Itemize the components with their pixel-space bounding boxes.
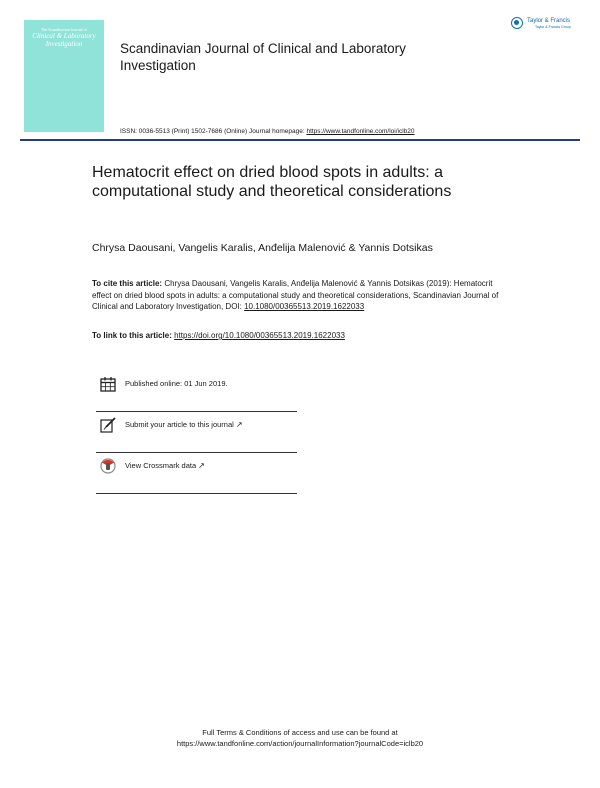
publisher-group: Taylor & Francis Group bbox=[535, 25, 571, 29]
article-title: Hematocrit effect on dried blood spots in adults: a computational study and theoretical considerations bbox=[92, 164, 452, 200]
calendar-icon bbox=[100, 376, 116, 392]
submit-article-row[interactable] bbox=[96, 412, 297, 453]
issn-text: ISSN: 0036-5513 (Print) 1502-7686 (Online) Journal homepage: bbox=[120, 128, 307, 135]
published-online-text: Published online: 01 Jun 2019. bbox=[125, 379, 228, 388]
citation-text: Chrysa Daousani, Vangelis Karalis, Anđelija Malenović & Yannis Dotsikas (2019): Hematocrit effect on dried blood spots in adults: a computational study and theoretical considerations, Scandinavian Journal of Clinical and Laboratory Investigation, DOI: bbox=[92, 279, 499, 311]
footer-terms-text: Full Terms & Conditions of access and use can be found at bbox=[202, 728, 398, 737]
article-link-line bbox=[92, 331, 345, 340]
crossmark-icon bbox=[100, 458, 116, 474]
footer-terms bbox=[0, 727, 600, 749]
publisher-name: Taylor & Francis bbox=[527, 18, 571, 24]
citation-block bbox=[92, 278, 512, 313]
crossmark-row[interactable] bbox=[96, 453, 297, 494]
article-authors: Chrysa Daousani, Vangelis Karalis, Anđelija Malenović & Yannis Dotsikas bbox=[92, 242, 433, 254]
article-link-label: To link to this article: bbox=[92, 331, 175, 340]
journal-cover-thumbnail bbox=[24, 20, 104, 132]
footer-terms-link[interactable]: https://www.tandfonline.com/action/journalInformation?journalCode=iclb20 bbox=[176, 739, 424, 748]
external-link-icon: ↗ bbox=[235, 420, 243, 429]
crossmark-link[interactable]: View Crossmark data ↗ bbox=[125, 461, 205, 470]
submit-article-link[interactable]: Submit your article to this journal ↗ bbox=[125, 420, 243, 429]
published-online-row bbox=[96, 371, 297, 412]
header-divider bbox=[20, 139, 580, 141]
cover-title: Clinical & Laboratory Investigation bbox=[32, 32, 96, 48]
article-doi-link[interactable]: https://doi.org/10.1080/00365513.2019.1622033 bbox=[174, 331, 345, 340]
journal-homepage-link[interactable]: https://www.tandfonline.com/loi/iclb20 bbox=[306, 128, 415, 135]
issn-line bbox=[120, 128, 414, 135]
citation-label: To cite this article: bbox=[92, 279, 163, 288]
journal-title: Scandinavian Journal of Clinical and Laboratory Investigation bbox=[120, 41, 406, 73]
edit-icon bbox=[100, 417, 116, 433]
publisher-logo bbox=[511, 17, 583, 33]
cover-subtitle: The Scandinavian Journal of bbox=[41, 27, 87, 32]
external-link-icon: ↗ bbox=[198, 461, 205, 470]
publisher-logo-icon bbox=[511, 17, 523, 29]
citation-doi-link[interactable]: 10.1080/00365513.2019.1622033 bbox=[244, 302, 365, 311]
